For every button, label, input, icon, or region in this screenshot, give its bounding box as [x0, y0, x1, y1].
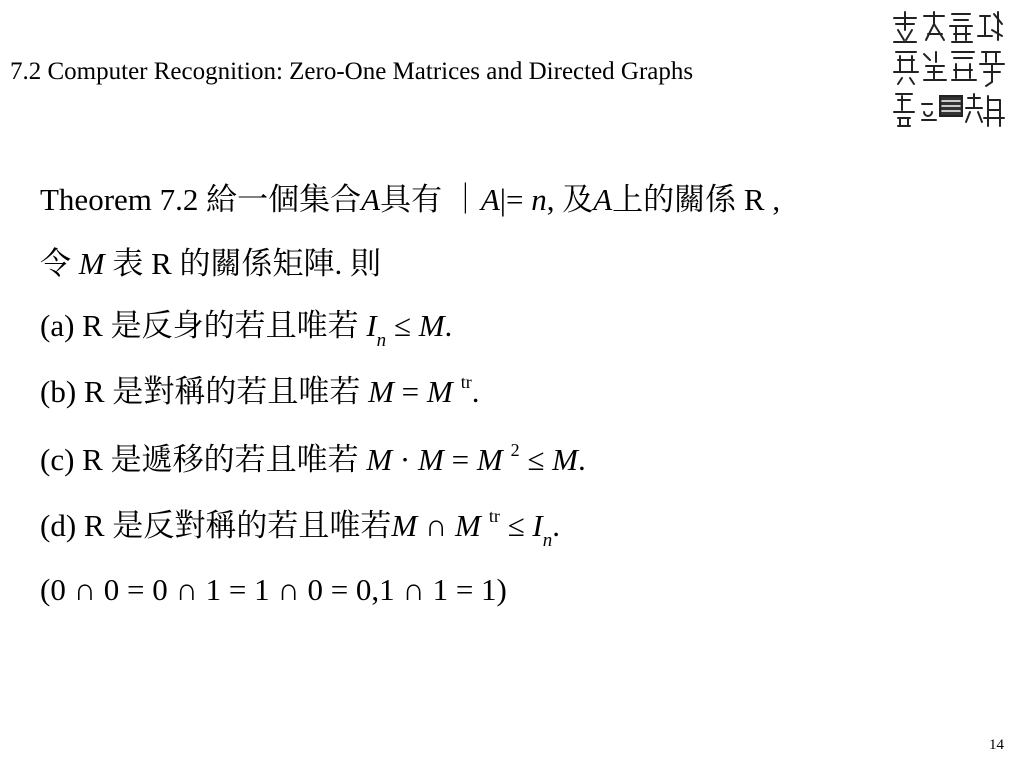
text-run: (a) R 是反身的若且唯若: [40, 308, 367, 343]
superscript: 2: [510, 440, 520, 460]
text-run: 令: [40, 246, 79, 281]
math-var: I: [366, 308, 377, 343]
subscript: n: [542, 530, 553, 551]
condition-c: [40, 440, 586, 484]
math-var: M: [418, 308, 445, 343]
superscript: tr: [460, 372, 472, 392]
slide-title: 7.2 Computer Recognition: Zero-One Matrices and Directed Graphs: [10, 58, 694, 85]
math-var: M: [418, 442, 444, 477]
condition-a: [40, 306, 452, 351]
text-run: ∩: [417, 508, 456, 543]
math-var: A: [593, 182, 613, 217]
boolean-intersection-note: (0 ∩ 0 = 0 ∩ 1 = 1 ∩ 0 = 0,1 ∩ 1 = 1): [40, 572, 507, 607]
text-run: .: [471, 374, 480, 409]
page-number: 14: [989, 737, 1004, 753]
text-run: (d) R 是反對稱的若且唯若: [40, 508, 392, 543]
math-var: M: [552, 442, 578, 477]
math-var: A: [361, 182, 381, 217]
math-var: M: [391, 508, 418, 543]
text-run: ·: [392, 442, 418, 477]
text-run: .: [552, 508, 560, 543]
text-run: 表 R 的關係矩陣. 則: [104, 246, 382, 281]
text-run: (b) R 是對稱的若且唯若: [40, 374, 369, 409]
text-run: ≤: [499, 508, 533, 543]
text-run: (c) R 是遞移的若且唯若: [40, 442, 367, 477]
math-var: M: [455, 508, 481, 543]
text-run: 上的關係 R ,: [612, 182, 781, 217]
math-var: M: [366, 442, 393, 477]
text-run: =: [393, 374, 427, 409]
theorem-line-1: [40, 180, 780, 220]
text-run: =: [443, 442, 477, 477]
math-var: I: [532, 508, 543, 543]
text-run: , 及: [546, 182, 594, 217]
text-run: ≤: [519, 442, 553, 477]
math-var: M: [426, 374, 453, 409]
text-run: ≤: [386, 308, 419, 343]
math-var: M: [78, 246, 105, 281]
calligraphy-seal-icon: [888, 8, 1008, 136]
text-run: 具有 ｜: [380, 182, 481, 217]
math-var: M: [368, 374, 394, 409]
text-run: .: [577, 442, 586, 477]
math-var: A: [480, 182, 500, 217]
text-run: |=: [499, 182, 532, 217]
subscript: n: [376, 330, 387, 351]
theorem-heading: Theorem 7.2 給一個集合: [40, 182, 362, 217]
condition-b: [40, 372, 479, 416]
superscript: tr: [488, 506, 500, 526]
math-var: M: [476, 442, 503, 477]
theorem-line-2: [40, 244, 381, 284]
text-run: .: [444, 308, 453, 343]
math-var: n: [531, 182, 547, 217]
condition-d: [40, 506, 560, 551]
